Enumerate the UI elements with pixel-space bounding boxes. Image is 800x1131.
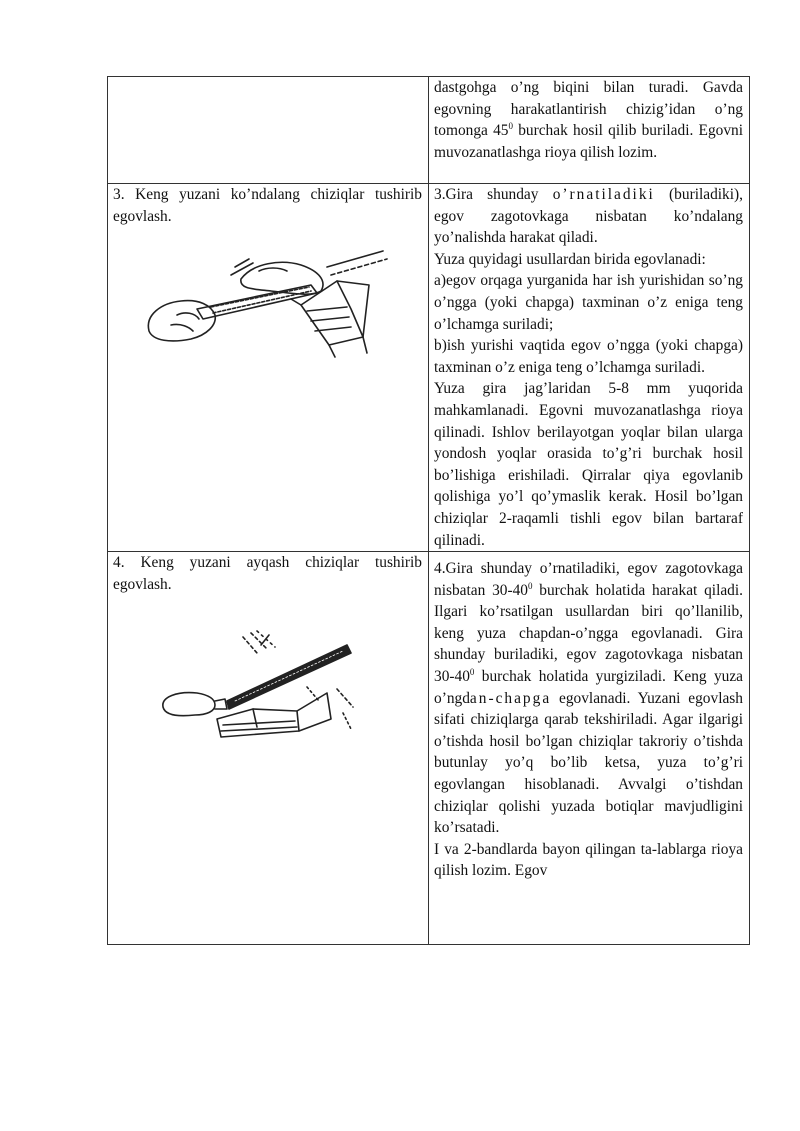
step-text: (buriladiki), egov zagotovkaga nisbatan ko’ndalang yo’nalishda harakat qiladi.	[434, 186, 743, 247]
text-line: dastgohga o’ng biqini bilan turadi.	[434, 79, 689, 96]
filing-diagonal-illustration	[157, 629, 367, 744]
step-instructions-cell	[429, 184, 750, 552]
step-paragraph: b)ish yurishi vaqtida egov o’ngga (yoki chapga) taxminan o’z eniga teng o’lchamga suriladi.	[434, 337, 743, 376]
step-description-cell	[108, 552, 429, 945]
step-instructions-cell	[429, 77, 750, 184]
text-line: burchak	[512, 122, 568, 140]
step-number: 4.	[434, 560, 446, 578]
step-text: egovlanadi. Yuzani egovlash sifati chiziqlarga qarab tekshiriladi. Agar ilgarigi o’tishda hosil bo’lgan chiziqlar takroriy o’tishda butunlay yo’q bo’lib ketsa, yuza to’g’ri egovlangan hisoblanadi. Avvalgi o’tishdan chiziqlar qolishi yuzada botiqlar mavjudligini ko’rsatadi.	[434, 689, 743, 837]
degree-superscript: 0	[528, 580, 533, 591]
instruction-table	[107, 76, 750, 945]
step-title: 3. Keng yuzani ko’ndalang chiziqlar tushirib egovlash.	[113, 186, 422, 225]
text-line: Gavda egovning harakatlantirish	[434, 79, 743, 118]
step-paragraph	[434, 558, 743, 839]
table-row	[108, 552, 750, 945]
step-instructions-cell	[429, 552, 750, 945]
degree-superscript: 0	[469, 666, 475, 677]
step-paragraph: Yuza gira jag’laridan 5-8 mm yuqorida mahkamlanadi. Egovni muvozanatlashga rioya qilinadi. Ishlov berilayotgan yoqlar bilan ularga yondosh yoqlar orasida to’g’ri burchak hosil bo’lishiga erishiladi. Qirralar qiya egovlanib qolishiga yo’l qo’ymaslik kerak. Hosil bo’lgan chiziqlar 2-raqamli tishli egov bilan bartaraf qilinadi.	[434, 380, 743, 549]
degree-superscript: 0	[508, 121, 513, 132]
table-row	[108, 77, 750, 184]
step-paragraph: Yuza quyidagi usullardan birida egovlanadi:	[434, 250, 706, 268]
table-row	[108, 184, 750, 552]
step-description-cell	[108, 77, 429, 184]
step-text: Gira shunday	[445, 186, 553, 203]
text-line: chizig’idan o’ng tomonga 45	[434, 100, 743, 140]
step-text-spaced: an-chapga	[469, 689, 552, 707]
step-text-spaced: o’rnatiladiki	[552, 186, 655, 203]
step-text: Gira shunday o’rnatiladiki, egov zagotovkaga nisbatan 30-40	[434, 560, 743, 599]
text-line: hosil qilib buriladi. Egovni	[573, 122, 744, 140]
filing-crosswise-illustration	[141, 245, 391, 365]
step-title: 4. Keng yuzani ayqash chiziqlar tushirib egovlash.	[113, 554, 422, 593]
step-number: 3.	[434, 186, 446, 203]
step-paragraph: I va 2-bandlarda bayon qilingan ta-lablarga rioya qilish lozim. Egov	[434, 840, 743, 880]
step-text: burchak holatida harakat qiladi. Ilgari ko’rsatilgan usullardan biri qo’llanilib, keng yuza chapdan-o’ngga egovlanadi. Gira shunday buriladiki, egov zagotovkaga nisbatan 30-40	[434, 581, 744, 686]
text-line: muvozanatlashga rioya qilish lozim.	[434, 143, 658, 161]
step-paragraph	[434, 184, 743, 249]
step-paragraph: a)egov orqaga yurganida har ish yurishidan so’ng o’ngga (yoki chapga) taxminan o’z eniga teng o’lchamga suriladi;	[434, 272, 743, 333]
step-description-cell	[108, 184, 429, 552]
step-text: burchak holatida yurgiziladi. Keng yuza o’ngd	[434, 668, 743, 707]
